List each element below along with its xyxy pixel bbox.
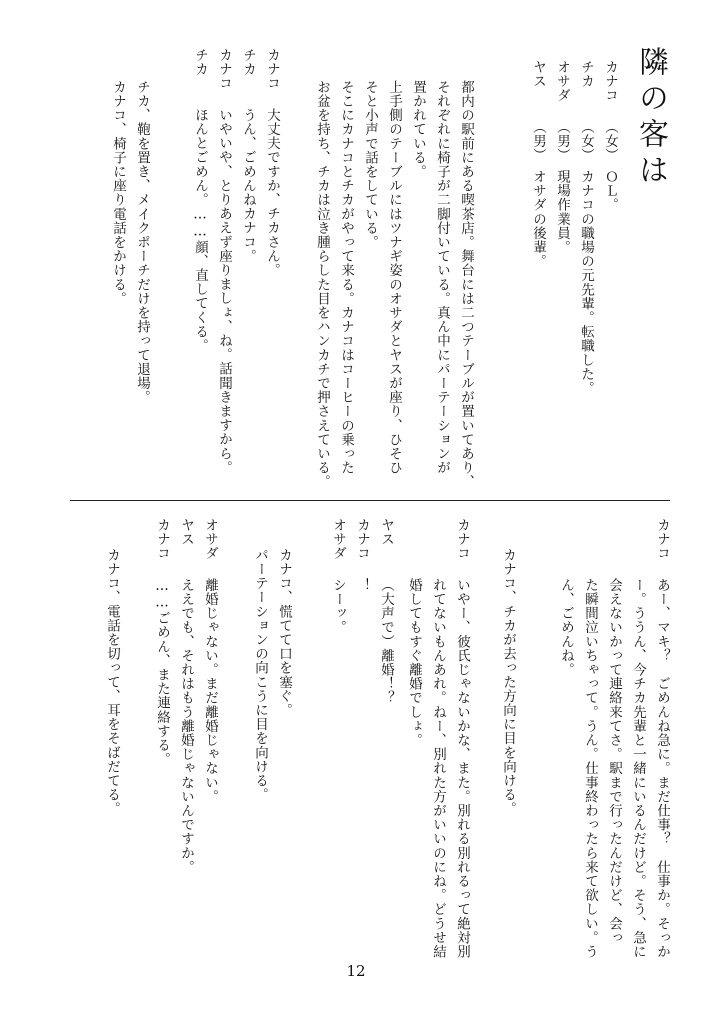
stage-direction-line: カナコ、慌てて口を塞ぐ。 — [276, 548, 292, 718]
dialogue-line: 婚してもすぐ離婚でしょ。 — [406, 578, 422, 748]
stage-direction-line: カナコ、チカが去った方向に目を向ける。 — [500, 548, 516, 816]
dialogue-speaker: カナコ — [154, 518, 170, 561]
section-divider — [70, 500, 670, 501]
stage-direction-line: チカ、鞄を置き、メイクポーチだけを持って退場。 — [134, 80, 150, 405]
cast-desc: （男） オサダの後輩。 — [530, 120, 546, 269]
dialogue-speaker: ヤス — [378, 518, 394, 547]
dialogue-speaker: チカ — [192, 48, 208, 77]
dialogue-speaker: カナコ — [654, 518, 670, 561]
stage-direction-line: 置かれている。 — [410, 80, 426, 179]
cast-name: オサダ — [554, 60, 570, 103]
dialogue-line: ほんとごめん。……顔、直してくる。 — [192, 108, 208, 353]
dialogue-line: いやいや、とりあえず座りましょ、ね。話聞きますから。 — [216, 108, 232, 475]
dialogue-speaker: チカ — [240, 48, 256, 77]
cast-name: ヤス — [530, 60, 546, 89]
dialogue-line: た瞬間泣いちゃって。うん。仕事終わったら来て欲しい。う — [582, 578, 598, 959]
stage-direction-line: それぞれに椅子が二脚付いている。真ん中にパーテーションが — [434, 80, 450, 475]
stage-direction-line: カナコ、椅子に座り電話をかける。 — [110, 80, 126, 306]
dialogue-line: シーッ。 — [330, 578, 346, 635]
dialogue-line: 大丈夫ですか、チカさん。 — [264, 108, 280, 278]
dialogue-speaker: カナコ — [454, 518, 470, 561]
dialogue-line: ！ — [354, 578, 370, 593]
cast-name: チカ — [578, 60, 594, 89]
stage-direction-line: そこにカナコとチカがやって来る。カナコはコーヒーの乗った — [338, 80, 354, 475]
dialogue-line: れてないもんあれ。ねー、別れた方がいいのにね。どうせ結 — [430, 578, 446, 959]
dialogue-speaker: カナコ — [264, 48, 280, 91]
dialogue-line: ん、ごめんね。 — [558, 578, 574, 677]
stage-direction-line: カナコ、電話を切って、耳をそばだてる。 — [104, 548, 120, 816]
dialogue-line: ええでも、それはもう離婚じゃないんですか。 — [178, 578, 194, 875]
dialogue-line: 会えないかって連絡来てさ。駅まで行ったんだけど、会っ — [606, 578, 622, 945]
dialogue-line: 離婚じゃない。まだ離婚じゃない。 — [202, 578, 218, 804]
stage-direction-line: お盆を持ち、チカは泣き腫らした目をハンカチで押さえている。 — [314, 80, 330, 489]
dialogue-line: あー、マキ？ ごめんね急に。まだ仕事？ 仕事か。そっか — [654, 578, 670, 959]
stage-direction-line: 上手側のテーブルにはツナギ姿のオサダとヤスが座り、ひそひ — [386, 80, 402, 475]
dialogue-line: ー。ううん、今チカ先輩と一緒にいるんだけど。そう、急に — [630, 578, 646, 959]
dialogue-speaker: オサダ — [202, 518, 218, 561]
cast-name: カナコ — [602, 60, 618, 103]
page-number: 12 — [346, 962, 366, 980]
stage-direction-line: パーテーションの向こうに目を向ける。 — [252, 548, 268, 802]
dialogue-line: （大声で）離婚！？ — [378, 578, 394, 705]
cast-desc: （女） ＯＬ。 — [602, 120, 618, 212]
cast-desc: （男） 現場作業員。 — [554, 120, 570, 255]
stage-direction-line: そと小声で話をしている。 — [362, 80, 378, 250]
dialogue-line: うん、ごめんねカナコ。 — [240, 108, 256, 264]
dialogue-speaker: オサダ — [330, 518, 346, 561]
page-title: 隣の客は — [633, 46, 668, 190]
dialogue-speaker: ヤス — [178, 518, 194, 547]
dialogue-line: いやー、彼氏じゃないかな、また。別れる別れるって絶対別 — [454, 578, 470, 959]
cast-desc: （女） カナコの職場の元先輩。転職した。 — [578, 120, 594, 396]
dialogue-speaker: カナコ — [354, 518, 370, 561]
dialogue-speaker: カナコ — [216, 48, 232, 91]
dialogue-line: ……ごめん、また連絡する。 — [154, 578, 170, 767]
stage-direction-line: 都内の駅前にある喫茶店。舞台には二つテーブルが置いてあり、 — [458, 80, 474, 489]
